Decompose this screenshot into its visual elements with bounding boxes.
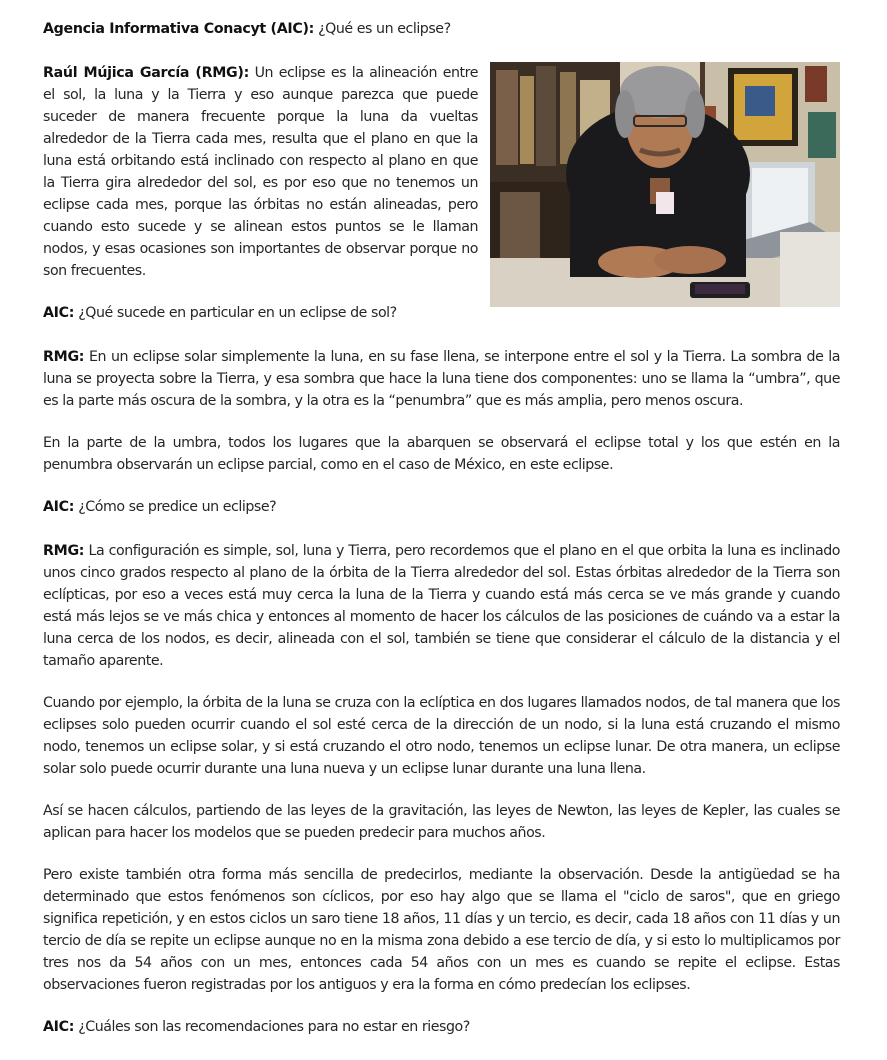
answer-text: En un eclipse solar simplemente la luna, en su fase llena, se interpone entre el sol y la Tierra. La sombra de la luna se proyecta sobre la Tierra, y esa sombra que hace la luna tiene dos componentes: uno se llama la “umbra”, que es la parte más oscura de la sombra, y la otra es la “penumbra” que es más amplia, pero menos oscura. [43, 349, 840, 409]
paragraph: En la parte de la umbra, todos los lugares que la abarquen se observará el eclipse total y los que estén en la penumbra observarán un eclipse parcial, como en el caso de México, en este eclipse. [43, 435, 840, 473]
answer-2 [43, 346, 840, 412]
paragraph: Pero existe también otra forma más sencilla de predecirlos, mediante la observación. Desde la antigüedad se ha determinado que estos fenómenos son cíclicos, por eso hay algo que se llama el "ciclo de saros", que en griego significa repetición, y en estos ciclos un saro tiene 18 años, 11 días y un tercio, es decir, cada 18 años con 11 días y un tercio de día se repite un eclipse aunque no en la misma zona debido a ese tercio de día, y si esto lo multiplicamos por tres nos da 54 años con un mes, entonces cada 54 años con un mes es cuando se repite el eclipse. Estas observaciones fueron registradas por los antiguos y era la forma en cómo predecían los eclipses. [43, 867, 840, 993]
interview-article [43, 18, 840, 1060]
speaker-label: RMG: [43, 543, 85, 559]
speaker-label: Raúl Mújica García (RMG): [43, 65, 249, 81]
question-1 [43, 18, 840, 40]
answer-3 [43, 540, 840, 672]
speaker-label: AIC: [43, 1019, 75, 1035]
question-text: ¿Cuáles son las recomendaciones para no estar en riesgo? [74, 1019, 470, 1035]
speaker-label: RMG: [43, 349, 85, 365]
answer-text: La configuración es simple, sol, luna y Tierra, pero recordemos que el plano en el que orbita la luna es inclinado unos cinco grados respecto al plano de la órbita de la Tierra alrededor del sol. Estas órbitas alrededor de la Tierra son eclípticas, por eso a veces está muy cerca la luna de la Tierra y cuando está más cerca se ve más grande y cuando está más lejos se ve más chica y entonces al momento de hacer los cálculos de las posiciones de cuándo va a estar la luna cerca de los nodos, es decir, alineada con el sol, también se tiene que considerar el cálculo de la distancia y el tamaño aparente. [43, 543, 840, 669]
question-text: ¿Qué es un eclipse? [314, 21, 451, 37]
answer-1 [43, 62, 840, 282]
answer-text: Un eclipse es la alineación entre el sol, la luna y la Tierra y eso aunque parezca que puede suceder de manera frecuente porque la luna da vueltas alrededor de la Tierra cada mes, resulta que el plano en que la luna está orbitando está inclinado con respecto al plano en que la Tierra gira alrededor del sol, es por eso que no tenemos un eclipse cada mes, porque las órbitas no están alineadas, pero cuando esto sucede y se alinean estos puntos se le llaman nodos, y esas ocasiones son importantes de observar porque no son frecuentes. [43, 65, 478, 279]
speaker-label: Agencia Informativa Conacyt (AIC): [43, 21, 315, 37]
speaker-label: AIC: [43, 305, 75, 321]
question-text: ¿Qué sucede en particular en un eclipse de sol? [74, 305, 397, 321]
question-text: ¿Cómo se predice un eclipse? [74, 499, 277, 515]
speaker-label: AIC: [43, 499, 75, 515]
paragraph: Así se hacen cálculos, partiendo de las leyes de la gravitación, las leyes de Newton, las leyes de Kepler, las cuales se aplican para hacer los modelos que se pueden predecir para muchos años. [43, 803, 840, 841]
question-4 [43, 1016, 840, 1038]
question-3 [43, 496, 840, 518]
paragraph: Cuando por ejemplo, la órbita de la luna se cruza con la eclíptica en dos lugares llamados nodos, de tal manera que los eclipses solo pueden ocurrir cuando el sol esté cerca de la dirección de un nodo, si la luna está cruzando el mismo nodo, tenemos un eclipse solar, y si está cruzando el otro nodo, tenemos un eclipse lunar. De otra manera, un eclipse solar solo puede ocurrir durante una luna nueva y un eclipse lunar durante una luna llena. [43, 695, 840, 777]
interviewee-photo [490, 62, 840, 307]
